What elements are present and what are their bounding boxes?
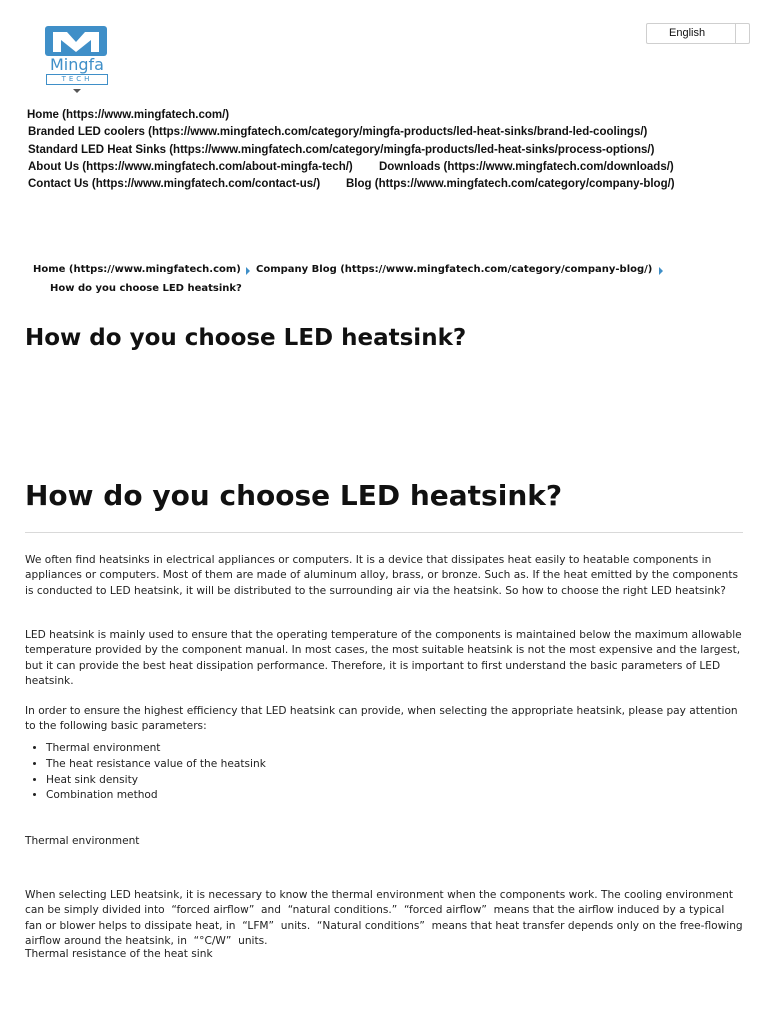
article-title: How do you choose LED heatsink? [25,479,563,512]
section-heading-thermal-resistance: Thermal resistance of the heat sink [25,948,213,960]
nav-item-blog[interactable]: Blog (https://www.mingfatech.com/category/company-blog/) [346,178,675,190]
breadcrumb-home[interactable]: Home (https://www.mingfatech.com) [33,264,241,275]
page-title: How do you choose LED heatsink? [25,325,467,351]
logo-wordmark: Mingfa [50,55,104,74]
section-heading-thermal-environment: Thermal environment [25,835,140,847]
nav-item-standard-led-heat-sinks[interactable]: Standard LED Heat Sinks (https://www.mingfatech.com/category/mingfa-products/led-heat-sinks/process-options/) [28,144,655,156]
article-paragraph-4: When selecting LED heatsink, it is necessary to know the thermal environment when the components work. The cooling environment can be simply divided into “forced airflow” and “natural conditions.” “forced airflow” means that the airflow induced by a typical fan or blower helps to dissipate heat, in “LFM” units. “Natural conditions” means that heat transfer depends only on the free-flowing airflow around the heatsink, in “°C/W” units. [25,888,747,948]
breadcrumb-separator-icon [659,267,663,275]
nav-item-home[interactable]: Home (https://www.mingfatech.com/) [27,109,230,121]
language-select-divider [735,24,736,43]
article-paragraph-1: We often find heatsinks in electrical appliances or computers. It is a device that dissipates heat easily to heatable components in appliances or computers. Most of them are made of aluminum alloy, brass, or bronze. Such as. If the heat emitted by the components is conducted to LED heatsink, it will be distributed to the surrounding air via the heatsink. So how to choose the right LED heatsink? [25,554,738,597]
list-item: • Heat sink density [46,773,266,789]
parameters-list [25,741,266,804]
article-paragraph-2: LED heatsink is mainly used to ensure that the operating temperature of the components is maintained below the maximum allowable temperature provided by the component manual. In most cases, the most suitable heatsink is not the most expensive and the largest, but it can provide the best heat dissipation performance. Therefore, it is important to first understand the basic parameters of LED heatsink. [25,629,742,688]
language-select-value: English [669,27,706,39]
breadcrumb-company-blog[interactable]: Company Blog (https://www.mingfatech.com/category/company-blog/) [256,264,653,275]
list-item: • The heat resistance value of the heatsink [46,757,266,773]
list-item: • Combination method [46,788,266,804]
logo-subtitle: TECH [46,74,108,85]
logo-mark-icon [45,26,107,56]
breadcrumb-separator-icon [246,267,250,275]
language-select[interactable] [646,23,750,44]
list-item: • Thermal environment [46,741,266,757]
nav-item-downloads[interactable]: Downloads (https://www.mingfatech.com/downloads/) [379,161,674,173]
nav-item-branded-led-coolers[interactable]: Branded LED coolers (https://www.mingfatech.com/category/mingfa-products/led-heat-sinks/brand-led-coolings/) [28,126,648,138]
dropdown-caret-icon[interactable] [73,89,81,93]
article-paragraph-3: In order to ensure the highest efficiency that LED heatsink can provide, when selecting the appropriate heatsink, please pay attention to the following basic parameters: [25,705,738,733]
breadcrumb-current: How do you choose LED heatsink? [50,283,242,294]
nav-item-contact-us[interactable]: Contact Us (https://www.mingfatech.com/contact-us/) [28,178,321,190]
nav-item-about-us[interactable]: About Us (https://www.mingfatech.com/about-mingfa-tech/) [28,161,353,173]
mingfa-logo[interactable] [43,26,111,98]
title-divider [25,532,743,533]
